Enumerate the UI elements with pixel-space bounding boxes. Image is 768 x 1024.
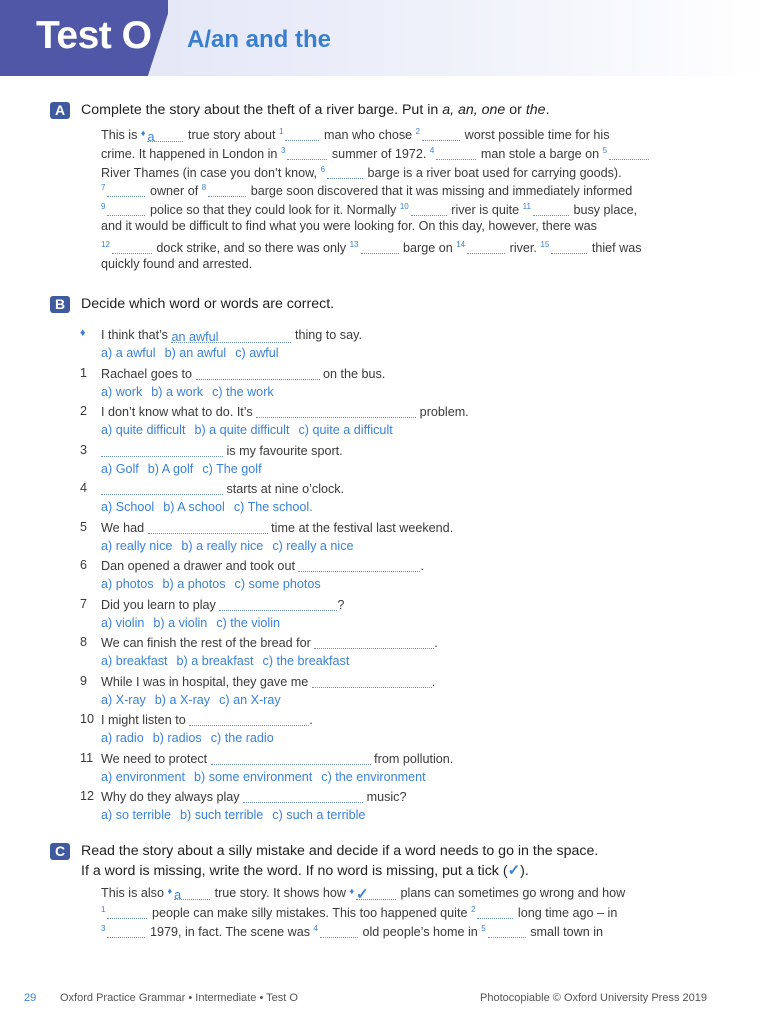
option-a[interactable]: a) breakfast <box>101 654 168 668</box>
option-c[interactable]: c) the violin <box>216 615 281 630</box>
answer-blank[interactable] <box>314 635 434 649</box>
option-a[interactable]: a) so terrible <box>101 808 171 822</box>
answer-blank-3[interactable] <box>287 146 327 160</box>
option-c[interactable]: c) the work <box>212 384 274 399</box>
section-b-badge: B <box>50 296 70 313</box>
answer-blank[interactable] <box>256 404 416 418</box>
option-c[interactable]: c) The golf <box>202 461 262 476</box>
answer-blank-12[interactable] <box>112 240 152 254</box>
answer-blank-example[interactable]: a <box>147 128 183 142</box>
option-a[interactable]: a) work <box>101 384 143 399</box>
option-b[interactable]: b) a violin <box>153 615 208 630</box>
example-answer-blank[interactable]: an awful <box>171 329 291 343</box>
section-c-instruction-2: If a word is missing, write the word. If no word is missing, put a tick (✓). <box>81 862 529 879</box>
answer-blank[interactable] <box>148 520 268 534</box>
option-a[interactable]: a) photos <box>101 577 154 591</box>
answer-blank-c5[interactable] <box>488 924 526 938</box>
option-c[interactable]: c) some photos <box>234 577 321 591</box>
section-c-story: This is also ♦ a true story. It shows how ♦ ✓ plans can sometimes go wrong and how $^1$ people can make silly mistakes. This too happened quite $^2$ long time ago – in $^3$ 1979, in fact. The scene was $^4$ old people’s home in $^5$ small town in <box>101 886 626 939</box>
example-diamond-icon: ♦ <box>80 327 86 339</box>
answer-blank-4[interactable] <box>436 146 476 160</box>
answer-blank[interactable] <box>189 712 309 726</box>
option-a[interactable]: a) Golf <box>101 461 139 476</box>
option-a[interactable]: a) School <box>101 500 155 514</box>
option-b[interactable]: b) a quite difficult <box>194 423 290 437</box>
test-subtitle: A/an and the <box>187 26 332 53</box>
footer-book-title: Oxford Practice Grammar • Intermediate • Test O <box>60 992 298 1004</box>
option-b[interactable]: b) such terrible <box>180 808 264 822</box>
option-c[interactable]: c) the breakfast <box>262 654 350 668</box>
option-a[interactable]: a) really nice <box>101 538 173 553</box>
page-number: 29 <box>24 992 37 1004</box>
answer-blank-c1[interactable] <box>107 905 147 919</box>
answer-blank-9[interactable] <box>107 202 145 216</box>
section-a-story: This is ♦ a true story about $^1$ man who chose $^2$ worst possible time for his crime. It happened in London in $^3$ summer of 1972. $^4$ man stole a barge on $^5$ River Thames (in case you don’t know, $^6$ barge is a river boat used for carrying goods). $^7$ owner of $^8$ barge soon discovered that it was missing and immediately informed $^9$ police so that they could look for it. Normally $^{10}$ river is quite $^{11}$ busy place, and it would be difficult to find what you were looking for. On this day, however, there was $^{12}$ dock strike, and so there was only $^{13}$ barge on $^{14}$ river. $^{15}$ thief was quickly found and arrested. <box>101 123 681 273</box>
option-c[interactable]: c) such a terrible <box>272 808 366 822</box>
option-c[interactable]: c) The school. <box>233 500 313 514</box>
answer-blank-c4[interactable] <box>320 924 358 938</box>
page-header <box>0 0 768 76</box>
option-b[interactable]: b) A golf <box>147 461 194 476</box>
answer-blank[interactable] <box>312 674 432 688</box>
answer-blank-c3[interactable] <box>107 924 145 938</box>
option-b[interactable]: b) a really nice <box>181 538 264 553</box>
section-a-instruction: Complete the story about the theft of a river barge. Put in a, an, one or the. <box>81 102 550 118</box>
test-title: Test O <box>36 14 152 57</box>
tick-icon: ✓ <box>507 862 521 879</box>
option-b[interactable]: b) radios <box>152 731 202 745</box>
option-a[interactable]: a) quite difficult <box>101 423 186 437</box>
answer-blank-11[interactable] <box>533 202 569 216</box>
section-c-instruction-1: Read the story about a silly mistake and decide if a word needs to go in the space. <box>81 843 599 859</box>
answer-blank[interactable] <box>101 481 223 495</box>
option-a[interactable]: a) X-ray <box>101 692 146 707</box>
answer-blank[interactable] <box>101 443 223 457</box>
option-c[interactable]: c) the environment <box>321 769 426 784</box>
section-a-badge: A <box>50 102 70 119</box>
option-b[interactable]: b) a X-ray <box>154 692 211 707</box>
option-c[interactable]: c) an X-ray <box>219 692 281 707</box>
option-c[interactable]: c) quite a difficult <box>298 423 393 437</box>
answer-blank-14[interactable] <box>467 240 505 254</box>
answer-blank-5[interactable] <box>609 146 649 160</box>
answer-blank[interactable] <box>243 789 363 803</box>
answer-blank-15[interactable] <box>551 240 587 254</box>
answer-blank[interactable] <box>219 597 337 611</box>
option-c[interactable]: c) awful <box>235 346 279 360</box>
answer-blank-6[interactable] <box>327 165 363 179</box>
answer-blank[interactable] <box>196 366 320 380</box>
section-b-instruction: Decide which word or words are correct. <box>81 296 335 312</box>
answer-blank-2[interactable] <box>422 127 460 141</box>
option-b[interactable]: b) a breakfast <box>176 654 254 668</box>
option-b[interactable]: b) a work <box>151 384 204 399</box>
answer-blank-example-2[interactable]: ✓ <box>356 886 396 900</box>
option-a[interactable]: a) environment <box>101 769 185 784</box>
answer-blank-c2[interactable] <box>477 905 513 919</box>
answer-blank-8[interactable] <box>208 183 246 197</box>
option-b[interactable]: b) a photos <box>162 577 226 591</box>
answer-blank-13[interactable] <box>361 240 399 254</box>
answer-blank-10[interactable] <box>411 202 447 216</box>
option-a[interactable]: a) violin <box>101 615 145 630</box>
option-b[interactable]: b) an awful <box>164 346 227 360</box>
answer-blank-example-1[interactable]: a <box>174 886 210 900</box>
option-a[interactable]: a) a awful <box>101 346 156 360</box>
footer-copyright: Photocopiable © Oxford University Press 2019 <box>480 992 707 1004</box>
option-b[interactable]: b) A school <box>163 500 225 514</box>
answer-blank-7[interactable] <box>107 183 145 197</box>
answer-blank[interactable] <box>211 751 371 765</box>
option-c[interactable]: c) the radio <box>210 731 274 745</box>
section-c-badge: C <box>50 843 70 860</box>
option-c[interactable]: c) really a nice <box>272 538 354 553</box>
answer-blank[interactable] <box>298 558 420 572</box>
option-a[interactable]: a) radio <box>101 731 144 745</box>
option-b[interactable]: b) some environment <box>194 769 313 784</box>
answer-blank-1[interactable] <box>285 127 319 141</box>
